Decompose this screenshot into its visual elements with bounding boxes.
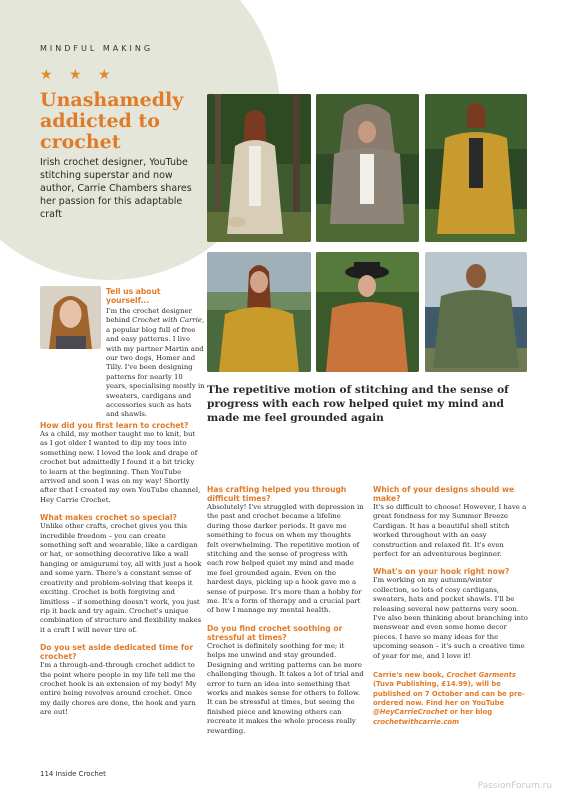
photo-mustard-wrap <box>207 252 311 372</box>
left-section-3-body: I'm a through-and-through crochet addict to the point where people in my life tell me the crochet hook is an extension of my body! My entire being revolves around crochet. Once my daily chores are done, the hook and yarn are out! <box>40 661 197 717</box>
middle-section-1-body: Absolutely! I've struggled with depression in the past and crochet became a lifeline during those darker periods. It gave me something to focus on when my thoughts felt overwhelming. The repetitive motion of stitching and the sense of progress with each row helped quiet my mind and made me feel grounded again. Even on the hardest days, picking up a hook gave me a sense of purpose. It's more than a hobby for me. It's a form of therapy and a crucial part of how I manage my mental health. <box>207 503 364 615</box>
section-kicker: MINDFUL MAKING <box>40 44 154 53</box>
left-section-1-body: As a child, my mother taught me to knit, but as I got older I wanted to dip my toes into something new. I loved the look and drape of crochet but admittedly I found it a bit tricky to learn at the beginning. Then YouTube arrived and soon I was on my way! Shortly after that I created my own YouTube channel, Hey Carrie Crochet. <box>40 430 201 504</box>
photo-mustard-cardigan-image <box>425 94 527 242</box>
intro-heading: Tell us about yourself... <box>106 287 161 305</box>
article-standfirst: Irish crochet designer, YouTube stitching superstar and now author, Carrie Chambers shares her passion for this adaptable craft <box>40 157 192 220</box>
right-column <box>373 485 529 727</box>
author-portrait-image <box>40 286 101 349</box>
intro-body-a: I'm the crochet designer behind <box>106 307 192 325</box>
promo-youtube-handle[interactable]: @HeyCarrieCrochet <box>373 708 448 717</box>
page-number: 114 <box>40 770 54 778</box>
watermark: PassionForum.ru <box>477 781 552 791</box>
photo-green-cardigan-image <box>425 252 527 372</box>
right-section-2-heading: What's on your hook right now? <box>373 567 510 577</box>
middle-section-1-heading: Has crafting helped you through difficult times? <box>207 485 347 503</box>
left-section-1-heading: How did you first learn to crochet? <box>40 421 189 430</box>
right-section-1-heading: Which of your designs should we make? <box>373 485 515 503</box>
rating-stars: ★ ★ ★ <box>40 67 117 83</box>
left-section-2-heading: What makes crochet so special? <box>40 513 177 523</box>
magazine-name: Inside Crochet <box>55 770 106 778</box>
promo-book-title: Crochet Garments <box>446 671 516 680</box>
photo-mustard-cardigan <box>425 94 527 242</box>
right-section-2-body: I'm working on my autumn/winter collection, so lots of cosy cardigans, sweaters, hats and pocket shawls. I'll be releasing several new patterns very soon. I've also been thinking about branching into menswear and even some home decor pieces. I have so many ideas for the upcoming season – it's such a creative time of year for me, and I love it! <box>373 576 528 660</box>
book-promo <box>373 671 529 727</box>
photo-orange-sweater-image <box>316 252 419 372</box>
left-section-3-heading: Do you set aside dedicated time for crochet? <box>40 643 194 662</box>
promo-blog-link[interactable]: crochetwithcarrie.com <box>373 717 460 726</box>
article-title: Unashamedly addicted to crochet <box>40 89 184 153</box>
photo-brown-hooded-cardigan <box>316 94 419 242</box>
photo-orange-sweater <box>316 252 419 372</box>
promo-lead: Carrie's new book, <box>373 671 447 680</box>
photo-green-cardigan <box>425 252 527 372</box>
pull-quote: The repetitive motion of stitching and the sense of progress with each row helped quiet my mind and made me feel grounded again <box>207 384 509 424</box>
promo-mid: or her blog <box>447 708 493 717</box>
middle-column <box>207 485 364 736</box>
middle-section-2-heading: Do you find crochet soothing or stressful at times? <box>207 623 343 642</box>
promo-rest: (Tuva Publishing, £14.99), will be published on 7 October and can be pre-ordered now. Find her on YouTube <box>373 680 525 707</box>
page-footer <box>40 770 106 778</box>
intro-body-b: , a popular blog full of free and easy patterns. I live with my partner Martin and our two dogs, Homer and Tilly. I've been designing patterns for nearly 10 years, specialising mostly in sweaters, cardigans and accessories such as hats and shawls. <box>106 316 205 419</box>
photo-brown-hooded-cardigan-image <box>316 94 419 242</box>
photo-author-portrait <box>40 286 101 349</box>
right-section-1-body: It's so difficult to choose! However, I have a great fondness for my Summer Breeze Cardigan. It has a beautiful shell stitch worked throughout with an easy construction and relaxed fit. It's even perfect for an adventurous beginner. <box>373 503 527 559</box>
intro-body-italic: Crochet with Carrie <box>132 316 202 325</box>
left-column <box>40 421 203 718</box>
photo-mustard-wrap-image <box>207 252 311 372</box>
photo-cream-cardigan-image <box>207 94 311 242</box>
intro-body-top <box>106 307 206 420</box>
middle-section-2-body: Crochet is definitely soothing for me; it helps me unwind and stay grounded. Designing and writing patterns can be more challenging though. It takes a lot of trial and error to turn an idea into something that works and makes sense for others to follow. It can be stressful at times, but seeing the finished piece and knowing others can recreate it makes the whole process really rewarding. <box>207 641 364 735</box>
left-section-2-body: Unlike other crafts, crochet gives you this incredible freedom – you can create something soft and wearable, like a cardigan or hat, or something decorative like a wall hanging or amigurumi toy, all with just a hook and some yarn. There's a constant sense of creativity and problem-solving that keeps it exciting. Crochet is both forgiving and limitless – if something doesn't work, you just rip it back and try again. Crochet's unique combination of structure and flexibility makes it a craft I will never tire of. <box>40 522 202 634</box>
intro-heading-block <box>106 287 206 305</box>
photo-cream-cardigan <box>207 94 311 242</box>
